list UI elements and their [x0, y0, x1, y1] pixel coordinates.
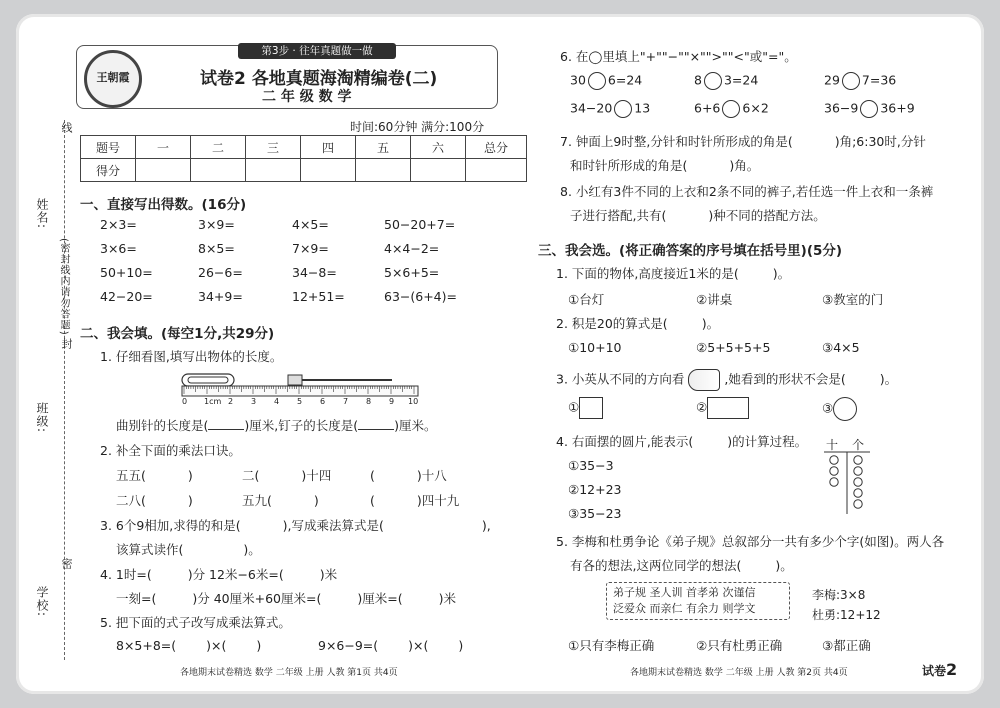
text: 有各的想法,这两位同学的想法(	[570, 558, 742, 573]
ruler-label: 10	[408, 397, 419, 406]
option[interactable]: ①台灯	[568, 292, 605, 307]
option[interactable]: ②讲桌	[696, 292, 733, 307]
score-cell[interactable]	[136, 159, 191, 182]
ruler-figure	[180, 368, 420, 410]
text: )四十九	[416, 493, 460, 508]
calc-item: 42−20=	[100, 289, 153, 304]
option[interactable]: ①只有李梅正确	[568, 638, 655, 653]
table-cell: 二	[191, 136, 246, 159]
text: 一刻=(	[116, 591, 157, 606]
text: 7. 钟面上9时整,分针和时针所形成的角是(	[560, 134, 793, 149]
answer-circle[interactable]	[860, 100, 878, 118]
calc-item: 50+10=	[100, 265, 153, 280]
q2-item	[116, 466, 193, 484]
counter-disc	[830, 478, 838, 486]
text: 4. 1时=(	[100, 567, 152, 582]
table-row	[81, 159, 527, 182]
subtitle: 二 年 级 数 学	[262, 89, 352, 105]
question-3-cont	[116, 540, 261, 558]
text: 五五(	[116, 468, 146, 483]
text: )	[187, 493, 193, 508]
text: 6+6	[694, 100, 721, 116]
table-cell: 六	[411, 136, 466, 159]
text: 30	[570, 72, 586, 88]
option[interactable]	[696, 397, 749, 419]
text: (	[370, 468, 375, 483]
option[interactable]	[822, 397, 857, 421]
counter-disc	[854, 456, 862, 464]
question-5-b	[318, 638, 463, 653]
square-shape-icon	[579, 397, 603, 419]
text: )	[187, 468, 193, 483]
calc-item: 4×4−2=	[384, 241, 440, 256]
text: 4. 右面摆的圆片,能表示(	[556, 434, 694, 449]
score-cell[interactable]	[191, 159, 246, 182]
q2-item	[242, 466, 331, 484]
question-6: 6. 在◯里填上"+""−""×"">""<"或"="。	[560, 49, 797, 64]
text: 8	[694, 72, 702, 88]
text: ③	[822, 400, 834, 416]
text: 7=36	[861, 72, 897, 88]
mark-secret: 密	[60, 558, 73, 570]
answer-circle[interactable]	[704, 72, 722, 90]
calc-item: 12+51=	[292, 289, 345, 304]
ruler-label: 9	[389, 397, 395, 406]
class-label: 班级:	[35, 402, 49, 434]
s3-question-5: 5. 李梅和杜勇争论《弟子规》总叙部分一共有多少个字(如图)。两人各	[556, 534, 945, 549]
s3-question-3	[556, 369, 897, 391]
section-1-title: 一、直接写出得数。(16分)	[80, 197, 247, 213]
page-title: 试卷2 各地真题海淘精编卷(二)	[200, 69, 438, 89]
counter-chart	[822, 436, 872, 516]
counter-disc	[830, 456, 838, 464]
li-mei-answer: 李梅:3×8	[812, 588, 866, 602]
option[interactable]: ②5+5+5+5	[696, 340, 771, 355]
calc-item: 3×6=	[100, 241, 137, 256]
ruler-label: 5	[297, 397, 303, 406]
text: )分 12米−6米=(	[187, 567, 284, 582]
question-1: 1. 仔细看图,填写出物体的长度。	[100, 349, 283, 364]
question-5: 5. 把下面的式子改写成乘法算式。	[100, 615, 291, 630]
counter-svg	[822, 436, 872, 516]
answer-circle[interactable]	[614, 100, 632, 118]
poem-box	[606, 582, 790, 620]
text: ,她看到的形状不会是(	[724, 371, 846, 387]
rectangle-shape-icon	[707, 397, 749, 419]
option[interactable]: ②只有杜勇正确	[696, 638, 783, 653]
text: )。	[879, 371, 898, 387]
counter-disc	[854, 489, 862, 497]
page-badge	[922, 660, 957, 679]
question-5-a	[116, 638, 261, 653]
q2-item	[242, 491, 319, 509]
compare-item	[694, 100, 769, 118]
score-cell[interactable]	[356, 159, 411, 182]
text: )。	[775, 558, 793, 573]
option[interactable]: ③教室的门	[822, 292, 884, 307]
text: )	[313, 493, 319, 508]
question-4	[100, 565, 337, 583]
footer-left-text: 各地期末试卷精选 数学 二年级 上册 人教 第1页 共4页	[180, 668, 398, 678]
text: 34−20	[570, 100, 613, 116]
poem-line: 泛爱众 而亲仁 有余力 则学文	[613, 602, 756, 615]
score-cell[interactable]	[411, 159, 466, 182]
text: 9×6−9=(	[318, 638, 379, 653]
text: 13	[634, 100, 651, 116]
text: )种不同的搭配方法。	[708, 208, 826, 223]
text: 8×5+8=(	[116, 638, 177, 653]
calc-item: 50−20+7=	[384, 217, 456, 232]
table-cell: 一	[136, 136, 191, 159]
text: ),	[481, 518, 491, 533]
answer-blank[interactable]	[358, 429, 394, 430]
ruler-label: 8	[366, 397, 372, 406]
table-cell: 五	[356, 136, 411, 159]
cylinder-icon	[688, 369, 720, 391]
calc-item: 8×5=	[198, 241, 235, 256]
text: 和时针所形成的角是(	[570, 158, 688, 173]
question-8-cont	[570, 206, 826, 224]
s3-question-4	[556, 432, 807, 450]
text: 36−9	[824, 100, 859, 116]
circle-shape-icon	[833, 397, 857, 421]
score-table	[80, 135, 527, 182]
mark-line: 线	[60, 122, 73, 134]
binding-line	[64, 120, 65, 660]
text: )	[256, 638, 262, 653]
answer-circle[interactable]	[588, 72, 606, 90]
option[interactable]: ③35−23	[568, 506, 622, 521]
step-label: 第3步 · 往年真题做一做	[261, 45, 373, 57]
text: 3=24	[723, 72, 759, 88]
section-3-title: 三、我会选。(将正确答案的序号填在括号里)(5分)	[538, 243, 843, 259]
q2-item	[370, 466, 447, 484]
text: (	[370, 493, 375, 508]
text: 6=24	[607, 72, 643, 88]
text: )。	[772, 266, 791, 281]
option[interactable]	[568, 397, 603, 419]
badge-num: 2	[946, 660, 958, 679]
text: 该算式读作(	[116, 542, 184, 557]
calc-item: 34−8=	[292, 265, 337, 280]
table-cell: 四	[301, 136, 356, 159]
text: )米	[319, 567, 338, 582]
text: ),写成乘法算式是(	[282, 518, 384, 533]
table-cell: 三	[246, 136, 301, 159]
score-cell[interactable]	[301, 159, 356, 182]
text: 1. 下面的物体,高度接近1米的是(	[556, 266, 739, 281]
mark-seal: 封	[60, 338, 73, 350]
score-cell[interactable]	[246, 159, 301, 182]
calc-item: 63−(6+4)=	[384, 289, 457, 304]
text: )×(	[206, 638, 227, 653]
score-cell[interactable]	[466, 159, 527, 182]
calc-item: 4×5=	[292, 217, 329, 232]
compare-item	[694, 72, 758, 90]
du-yong-answer: 杜勇:12+12	[812, 608, 881, 622]
counter-disc	[854, 467, 862, 475]
ruler-label: 7	[343, 397, 349, 406]
text: 二八(	[116, 493, 146, 508]
time-info: 时间:60分钟 满分:100分	[350, 120, 485, 134]
text: 子进行搭配,共有(	[570, 208, 667, 223]
compare-item	[824, 72, 896, 90]
option[interactable]: ①35−3	[568, 458, 614, 473]
ruler-label: 6	[320, 397, 326, 406]
text: 曲别针的长度是(	[116, 418, 209, 433]
answer-blank[interactable]	[208, 429, 244, 430]
name-label: 姓名:	[35, 198, 49, 230]
question-3	[100, 516, 491, 534]
text: )。	[701, 316, 720, 331]
table-row	[81, 136, 527, 159]
text: )分 40厘米+60厘米=(	[192, 591, 322, 606]
text: ①	[568, 399, 580, 415]
logo-badge	[84, 50, 142, 108]
s3-question-5-cont	[570, 556, 793, 574]
counter-disc	[830, 467, 838, 475]
calc-item: 2×3=	[100, 217, 137, 232]
question-8: 8. 小红有3件不同的上衣和2条不同的裤子,若任选一件上衣和一条裤	[560, 184, 934, 199]
ruler-label: 2	[228, 397, 234, 406]
text: )十八	[416, 468, 447, 483]
option[interactable]: ①10+10	[568, 340, 622, 355]
text: )	[458, 638, 464, 653]
text: )的计算过程。	[727, 434, 808, 449]
footer-right-text: 各地期末试卷精选 数学 二年级 上册 人教 第2页 共4页	[630, 668, 848, 678]
q2-item	[116, 491, 193, 509]
text: ②	[696, 399, 708, 415]
option[interactable]: ③都正确	[822, 638, 871, 653]
text: )角。	[729, 158, 760, 173]
ruler-label: 0	[182, 397, 188, 406]
text: )。	[243, 542, 261, 557]
logo-text: 王朝霞	[96, 71, 130, 84]
text: 二(	[242, 468, 260, 483]
text: )角;6:30时,分针	[834, 134, 926, 149]
text: 2. 积是20的算式是(	[556, 316, 668, 331]
text: 五九(	[242, 493, 272, 508]
table-cell: 总分	[466, 136, 527, 159]
school-label: 学校:	[35, 586, 49, 618]
ruler-label: 4	[274, 397, 280, 406]
s3-question-2	[556, 314, 719, 332]
text: 3. 小英从不同的方向看	[556, 371, 685, 387]
answer-circle[interactable]	[722, 100, 740, 118]
compare-item	[824, 100, 915, 118]
step-banner	[238, 43, 396, 59]
calc-item: 26−6=	[198, 265, 243, 280]
seal-note: (密封线内请勿答题)	[58, 238, 69, 336]
question-1-answer	[116, 416, 437, 434]
q2-item	[370, 491, 459, 509]
compare-item	[570, 100, 650, 118]
calc-item: 5×6+5=	[384, 265, 440, 280]
ones-label: 个	[852, 438, 865, 452]
text: 3. 6个9相加,求得的和是(	[100, 518, 241, 533]
table-cell: 得分	[81, 159, 136, 182]
ruler-label: 1cm	[204, 397, 222, 406]
option[interactable]: ②12+23	[568, 482, 622, 497]
text: )厘米=(	[357, 591, 403, 606]
option[interactable]: ③4×5	[822, 340, 860, 355]
question-7	[560, 132, 926, 150]
counter-disc	[854, 478, 862, 486]
answer-circle[interactable]	[842, 72, 860, 90]
calc-item: 34+9=	[198, 289, 243, 304]
text: 29	[824, 72, 840, 88]
text: )米	[438, 591, 456, 606]
table-cell: 题号	[81, 136, 136, 159]
poem-line: 弟子规 圣人训 首孝弟 次谨信	[613, 586, 756, 599]
compare-item	[570, 72, 642, 90]
calc-item: 7×9=	[292, 241, 329, 256]
badge-text: 试卷	[922, 664, 947, 678]
question-4-cont	[116, 589, 456, 607]
section-2-title: 二、我会填。(每空1分,共29分)	[80, 326, 275, 342]
counter-disc	[854, 500, 862, 508]
text: 6×2	[742, 100, 769, 116]
text: )厘米。	[394, 418, 437, 433]
text: )十四	[301, 468, 332, 483]
text: )×(	[408, 638, 429, 653]
question-2: 2. 补全下面的乘法口诀。	[100, 443, 241, 458]
tens-label: 十	[826, 438, 839, 452]
text: 36+9	[880, 100, 915, 116]
question-7-cont	[570, 156, 759, 174]
s3-question-1	[556, 264, 790, 282]
calc-item: 3×9=	[198, 217, 235, 232]
ruler-label: 3	[251, 397, 257, 406]
text: )厘米,钉子的长度是(	[244, 418, 359, 433]
